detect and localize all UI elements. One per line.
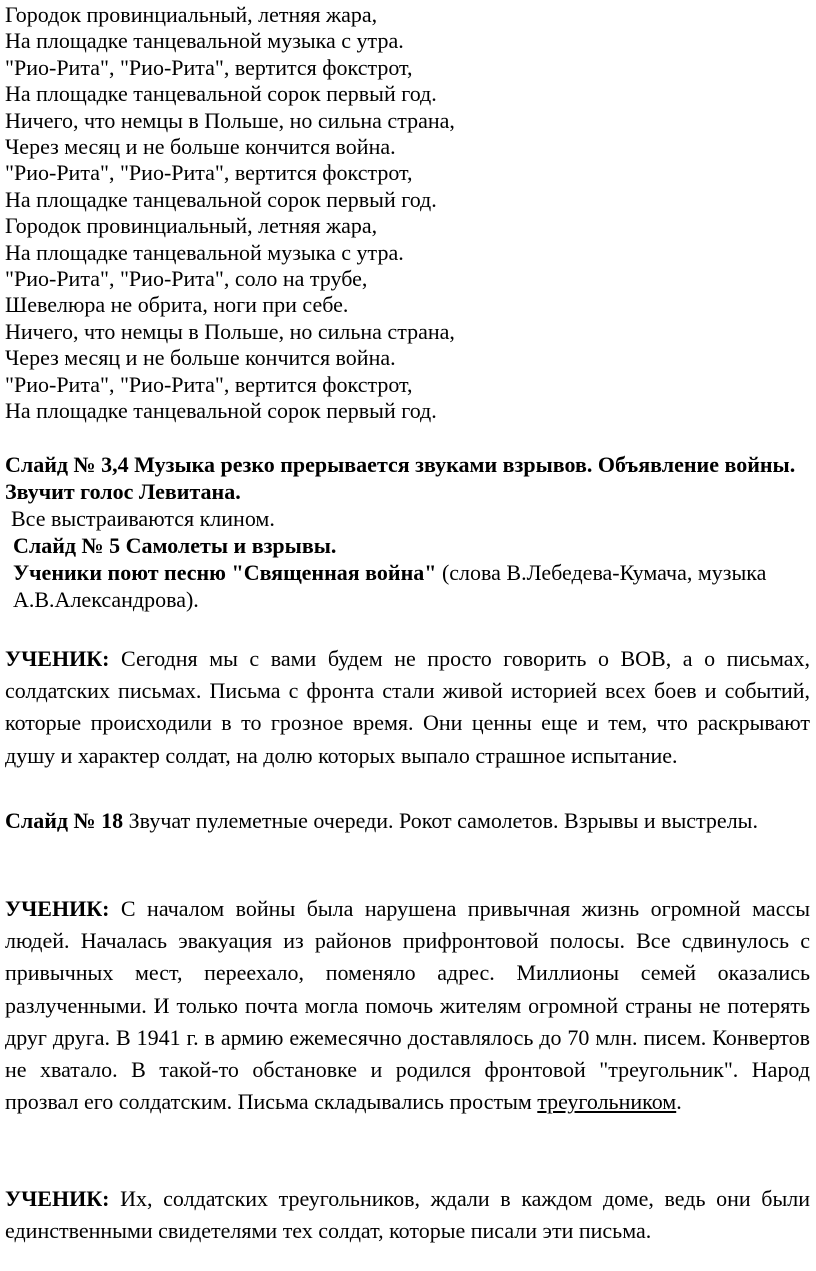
- verse-line: Ничего, что немцы в Польше, но сильна страна,: [5, 318, 455, 344]
- song-verse: [5, 2, 810, 425]
- slide-18-label: Слайд № 18: [5, 808, 124, 833]
- speech-text: Сегодня мы с вами будем не просто говорить о ВОВ, а о письмах, солдатских письмах. Письма с фронта стали живой историей всех боев и событий, которые происходили в то грозное время. Они ценны еще и тем, что раскрывают душу и характер солдат, на долю которых выпало страшное испытание.: [5, 646, 810, 768]
- speech-end: .: [676, 1089, 682, 1115]
- speech-paragraph: [5, 893, 810, 1118]
- verse-line: Городок провинциальный, летняя жара,: [5, 2, 378, 27]
- song-direction-title: Ученики поют песню "Священная война": [13, 560, 437, 585]
- verse-line: Ничего, что немцы в Польше, но сильна страна,: [5, 107, 455, 133]
- verse-line: Через месяц и не больше кончится война.: [5, 134, 396, 160]
- slide-5-direction: Слайд № 5 Самолеты и взрывы.: [13, 533, 337, 558]
- verse-line: "Рио-Рита", "Рио-Рита", соло на трубе,: [5, 266, 368, 292]
- verse-line: На площадке танцевальной сорок первый год.: [5, 398, 437, 424]
- speaker-label: УЧЕНИК:: [5, 646, 110, 671]
- verse-line: Через месяц и не больше кончится война.: [5, 345, 396, 371]
- verse-line: На площадке танцевальной сорок первый год.: [5, 186, 437, 212]
- verse-line: "Рио-Рита", "Рио-Рита", вертится фокстрот,: [5, 371, 413, 397]
- slide-18-text: Звучат пулеметные очереди. Рокот самолетов. Взрывы и выстрелы.: [123, 808, 758, 833]
- speaker-label: УЧЕНИК:: [5, 1186, 110, 1211]
- speech-text: С началом войны была нарушена привычная жизнь огромной массы людей. Началась эвакуация из районов прифронтовой полосы. Все сдвинулось с привычных мест, переехало, поменяло адрес. Миллионы семей оказались разлученными. И только почта могла помочь жителям огромной страны не потерять друг друга. В 1941 г. в армию ежемесячно доставлялось до 70 млн. писем. Конвертов не хватало. В такой-то обстановке и родился фронтовой "треугольник". Народ прозвал его солдатским. Письма складывались простым: [5, 896, 810, 1115]
- speech-paragraph: [5, 643, 810, 772]
- student-speech-2: [5, 893, 810, 1118]
- verse-line: На площадке танцевальной музыка с утра.: [5, 239, 404, 265]
- speaker-label: УЧЕНИК:: [5, 896, 110, 921]
- slide-18-paragraph: [5, 807, 810, 834]
- lineup-direction: Все выстраиваются клином.: [11, 506, 275, 531]
- verse-line: На площадке танцевальной музыка с утра.: [5, 28, 404, 54]
- verse-line: Городок провинциальный, летняя жара,: [5, 213, 378, 239]
- verse-line: "Рио-Рита", "Рио-Рита", вертится фокстрот,: [5, 54, 413, 80]
- speech-text: Их, солдатских треугольников, ждали в каждом доме, ведь они были единственными свидетелями тех солдат, которые писали эти письма.: [5, 1186, 810, 1244]
- slide-3-4-direction: Слайд № 3,4 Музыка резко прерывается звуками взрывов. Объявление войны. Звучит голос Левитана.: [5, 452, 796, 504]
- slide-18-direction: [5, 807, 810, 834]
- speech-paragraph: [5, 1183, 810, 1247]
- student-speech-3: [5, 1183, 810, 1247]
- song-direction: [5, 559, 810, 613]
- triangle-link[interactable]: треугольником: [537, 1089, 677, 1115]
- verse-line: "Рио-Рита", "Рио-Рита", вертится фокстрот,: [5, 160, 413, 186]
- song-direction-credits: (слова В.Лебедева-Кумача, музыка А.В.Александрова).: [13, 560, 767, 612]
- student-speech-1: [5, 643, 810, 772]
- verse-line: Шевелюра не обрита, ноги при себе.: [5, 292, 349, 318]
- stage-directions: [5, 451, 810, 613]
- verse-line: На площадке танцевальной сорок первый год.: [5, 81, 437, 107]
